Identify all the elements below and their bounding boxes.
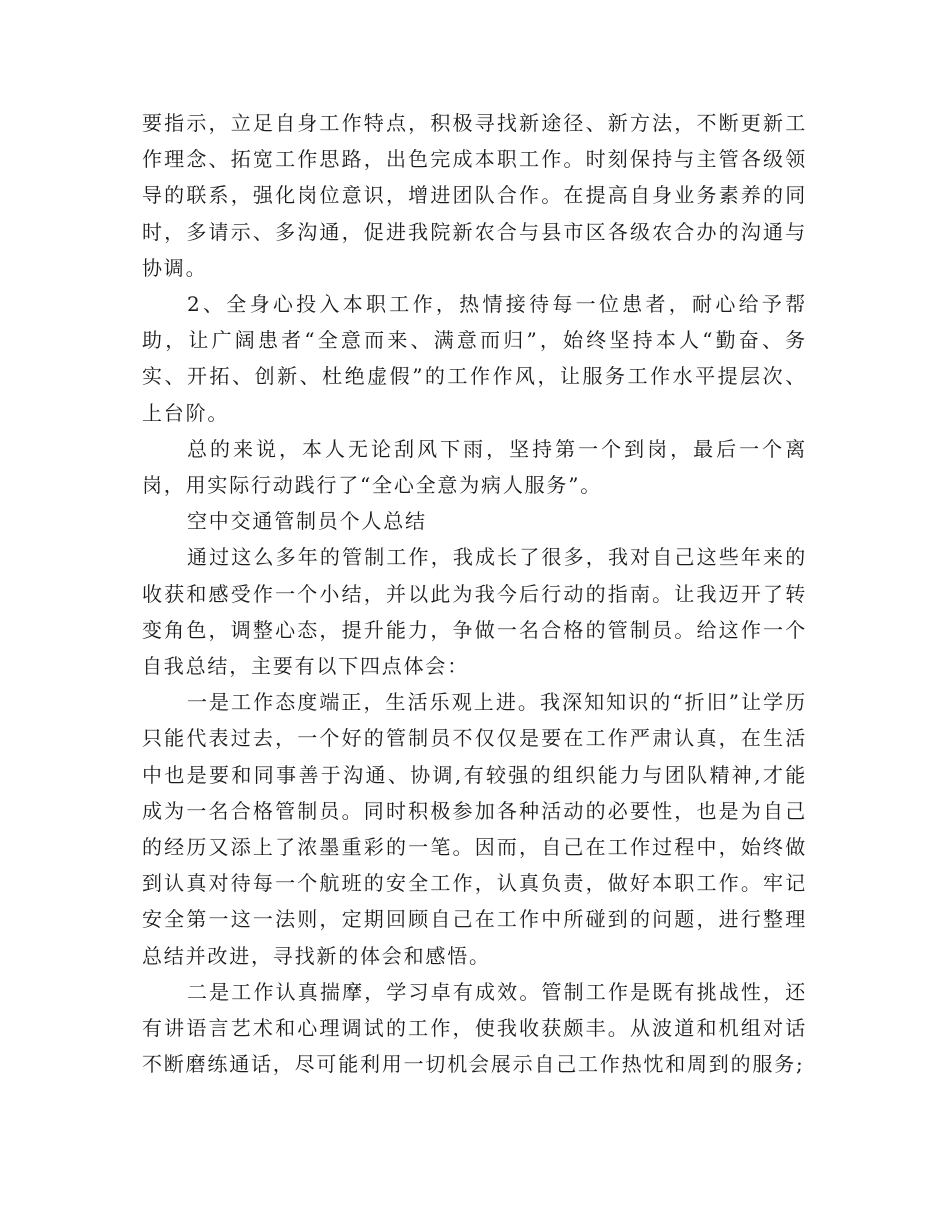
paragraph-summary: 总的来说，本人无论刮风下雨，坚持第一个到岗，最后一个离岗，用实际行动践行了“全心全意为病人服务”。 bbox=[142, 436, 807, 498]
paragraph-continuation: 要指示，立足自身工作特点，积极寻找新途径、新方法，不断更新工作理念、拓宽工作思路，出色完成本职工作。时刻保持与主管各级领导的联系，强化岗位意识，增进团队合作。在提高自身业务素养的同时，多请示、多沟通，促进我院新农合与县市区各级农合办的沟通与协调。 bbox=[142, 111, 807, 280]
paragraph-item-2: 2、全身心投入本职工作，热情接待每一位患者，耐心给予帮助，让广阔患者“全意而来、满意而归”，始终坚持本人“勤奋、务实、开拓、创新、杜绝虚假”的工作作风，让服务工作水平提层次、上台阶。 bbox=[142, 292, 807, 425]
paragraph-intro: 通过这么多年的管制工作，我成长了很多，我对自己这些年来的收获和感受作一个小结，并以此为我今后行动的指南。让我迈开了转变角色，调整心态，提升能力，争做一名合格的管制员。给这作一个自我总结，主要有以下四点体会： bbox=[142, 545, 807, 679]
paragraph-point-one: 一是工作态度端正，生活乐观上进。我深知知识的“折旧”让学历只能代表过去，一个好的管制员不仅仅是要在工作严肃认真，在生活中也是要和同事善于沟通、协调,有较强的组织能力与团队精神,才能成为一名合格管制员。同时积极参加各种活动的必要性，也是为自己的经历又添上了浓墨重彩的一笔。因而，自己在工作过程中，始终做到认真对待每一个航班的安全工作，认真负责，做好本职工作。牢记安全第一这一法则，定期回顾自己在工作中所碰到的问题，进行整理总结并改进，寻找新的体会和感悟。 bbox=[142, 690, 807, 968]
paragraph-point-two: 二是工作认真揣摩，学习卓有成效。管制工作是既有挑战性，还有讲语言艺术和心理调试的工作，使我收获颇丰。从波道和机组对话不断磨练通话，尽可能利用一切机会展示自己工作热忱和周到的服务; bbox=[142, 979, 807, 1077]
section-title: 空中交通管制员个人总结 bbox=[187, 509, 427, 534]
document-body bbox=[142, 105, 807, 1082]
